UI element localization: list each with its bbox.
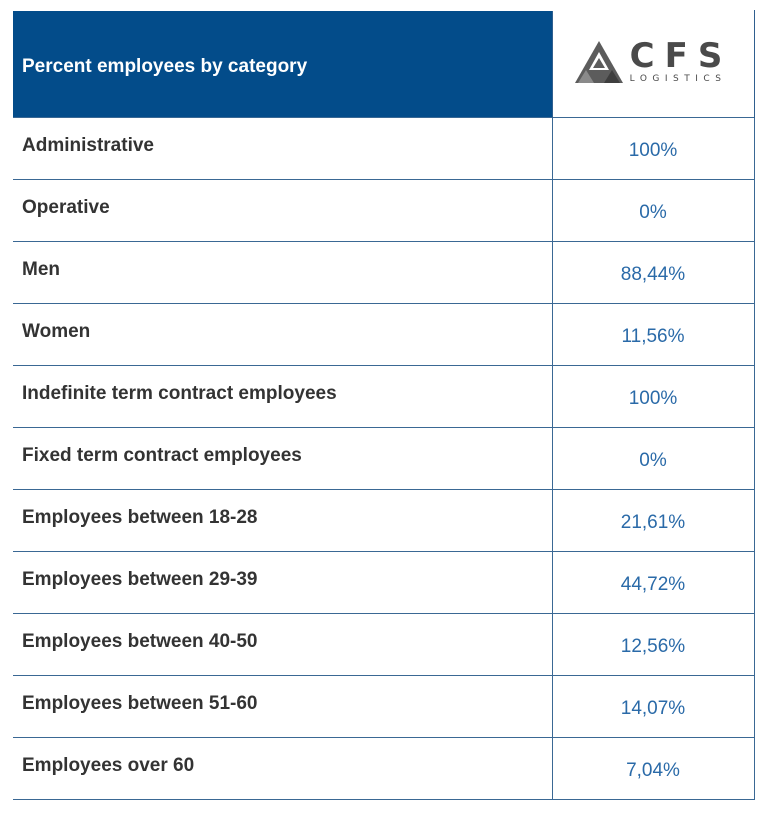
row-value: 44,72% [552, 552, 754, 614]
table-row [13, 304, 754, 366]
table-row [13, 180, 754, 242]
table-row [13, 738, 754, 800]
row-value: 0% [552, 180, 754, 242]
table-row [13, 490, 754, 552]
table-row [13, 614, 754, 676]
row-label: Employees between 29-39 [13, 552, 552, 614]
table-title: Percent employees by category [13, 11, 552, 118]
logo-wordmark [629, 36, 733, 85]
table-row [13, 366, 754, 428]
logo-main-text: CFS [629, 36, 733, 77]
row-label: Employees over 60 [13, 738, 552, 800]
table-row [13, 118, 754, 180]
cfs-logistics-logo [574, 36, 733, 85]
table-row [13, 552, 754, 614]
row-value: 100% [552, 118, 754, 180]
row-label: Employees between 18-28 [13, 490, 552, 552]
row-label: Operative [13, 180, 552, 242]
table-row [13, 242, 754, 304]
row-value: 7,04% [552, 738, 754, 800]
row-value: 100% [552, 366, 754, 428]
row-label: Men [13, 242, 552, 304]
logo-cell [552, 11, 754, 118]
row-label: Employees between 40-50 [13, 614, 552, 676]
row-label: Employees between 51-60 [13, 676, 552, 738]
table-header-row [13, 11, 754, 118]
table-row [13, 428, 754, 490]
row-value: 88,44% [552, 242, 754, 304]
table-row [13, 676, 754, 738]
row-value: 0% [552, 428, 754, 490]
row-value: 14,07% [552, 676, 754, 738]
logo-sub-text: LOGISTICS [629, 74, 727, 85]
row-value: 11,56% [552, 304, 754, 366]
row-value: 21,61% [552, 490, 754, 552]
row-label: Administrative [13, 118, 552, 180]
triangle-recycle-icon [574, 40, 624, 84]
row-label: Indefinite term contract employees [13, 366, 552, 428]
row-label: Fixed term contract employees [13, 428, 552, 490]
employees-table [13, 10, 755, 800]
row-value: 12,56% [552, 614, 754, 676]
row-label: Women [13, 304, 552, 366]
